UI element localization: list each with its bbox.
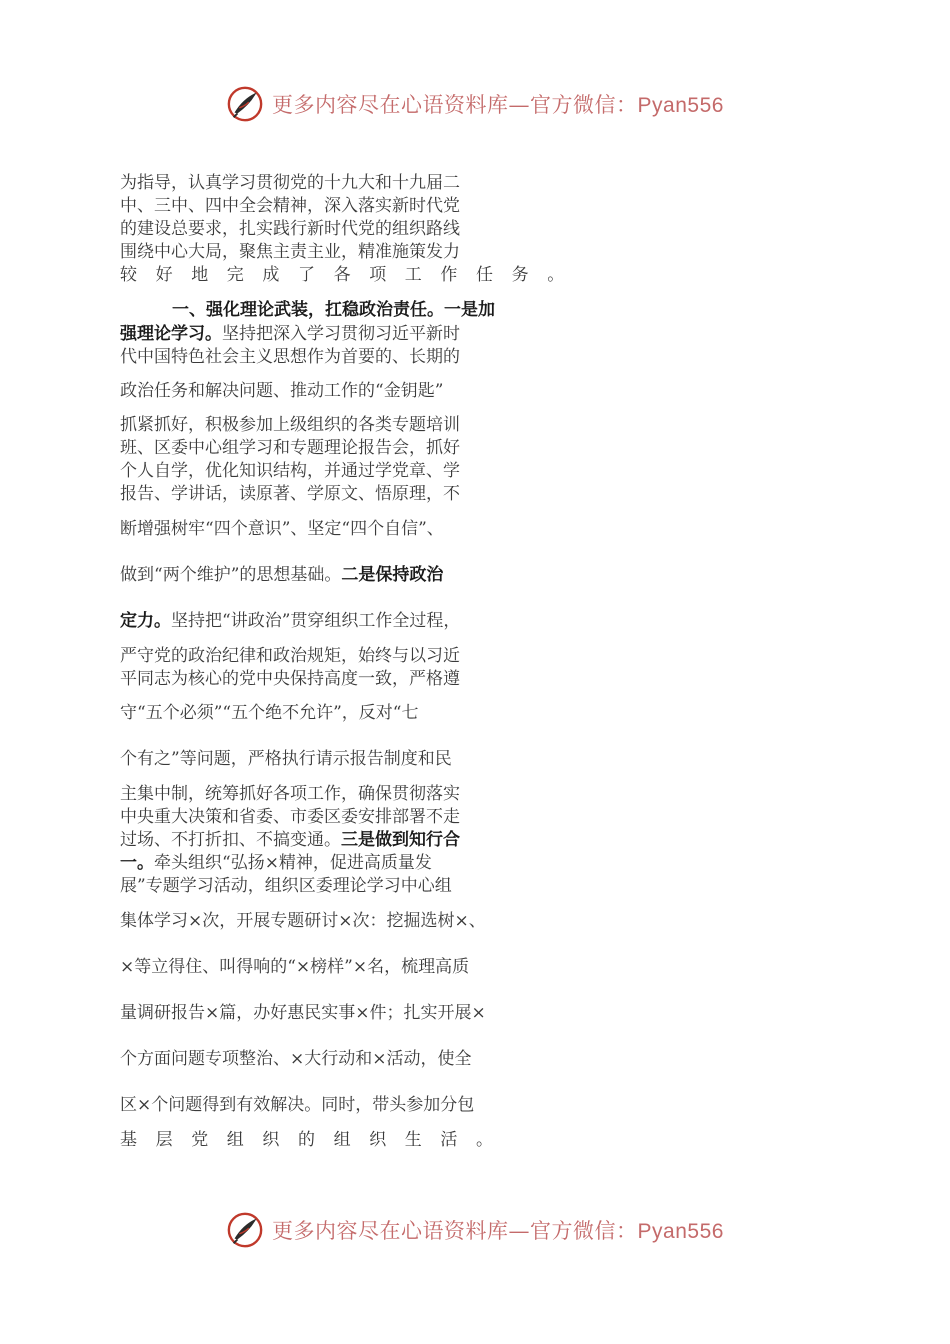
body-text: 政治任务和解决问题、推动工作的“金钥匙” bbox=[120, 381, 444, 401]
body-text: 为指导，认真学习贯彻党的十九大和十九届二 bbox=[120, 173, 460, 193]
body-text: 坚持把深入学习贯彻习近平新时 bbox=[222, 324, 460, 344]
text-line bbox=[120, 217, 832, 241]
header-banner bbox=[0, 80, 950, 128]
text-line bbox=[120, 298, 884, 322]
body-text: 区×个问题得到有效解决。同时，带头参加分包 bbox=[120, 1095, 475, 1115]
body-text: ×等立得住、叫得响的“×榜样”×名，梳理高质 bbox=[120, 957, 470, 977]
body-text: 较好地完成了各项工作任务。 bbox=[120, 265, 583, 285]
body-text: 严守党的政治纪律和政治规矩，始终与以习近 bbox=[120, 646, 460, 666]
bold-heading-text: 一、强化理论武装，扛稳政治责任。一是加 bbox=[172, 300, 495, 320]
text-line bbox=[120, 482, 832, 506]
body-text: 主集中制，统筹抓好各项工作，确保贯彻落实 bbox=[120, 784, 460, 804]
text-line bbox=[120, 909, 832, 933]
text-line bbox=[120, 194, 832, 218]
text-line bbox=[120, 609, 832, 633]
text-line bbox=[120, 171, 832, 195]
text-line bbox=[120, 1093, 832, 1117]
body-text: 基层党组织的组织生活。 bbox=[120, 1130, 512, 1150]
header-banner-text bbox=[272, 89, 724, 119]
body-text: 平同志为核心的党中央保持高度一致，严格遵 bbox=[120, 669, 460, 689]
body-text: 报告、学讲话，读原著、学原文、悟原理，不 bbox=[120, 484, 460, 504]
text-line bbox=[120, 345, 832, 369]
text-line bbox=[120, 1128, 832, 1152]
body-text: 班、区委中心组学习和专题理论报告会，抓好 bbox=[120, 438, 460, 458]
quill-logo-icon bbox=[226, 1211, 264, 1249]
text-line bbox=[120, 874, 832, 898]
body-text: 个方面问题专项整治、×大行动和×活动，使全 bbox=[120, 1049, 472, 1069]
body-text: 个有之”等问题，严格执行请示报告制度和民 bbox=[120, 749, 452, 769]
bold-heading-text: 三是做到知行合 bbox=[341, 830, 460, 850]
body-text: 坚持把“讲政治”贯穿组织工作全过程， bbox=[171, 611, 461, 631]
text-line bbox=[120, 747, 832, 771]
text-line bbox=[120, 851, 832, 875]
text-line bbox=[120, 805, 832, 829]
body-text: 断增强树牢“四个意识”、坚定“四个自信”、 bbox=[120, 519, 444, 539]
bold-heading-text: 一。 bbox=[120, 853, 154, 873]
body-text: 围绕中心大局，聚焦主责主业，精准施策发力 bbox=[120, 242, 460, 262]
text-line bbox=[120, 701, 832, 725]
text-line bbox=[120, 459, 832, 483]
footer-banner-text bbox=[272, 1215, 724, 1245]
bold-heading-text: 强理论学习。 bbox=[120, 324, 222, 344]
quill-logo-icon bbox=[226, 85, 264, 123]
body-text: 牵头组织“弘扬×精神，促进高质量发 bbox=[154, 853, 432, 873]
text-line bbox=[120, 667, 832, 691]
body-text: 守“五个必须”“五个绝不允许”，反对“七 bbox=[120, 703, 419, 723]
body-text: 中央重大决策和省委、市委区委安排部署不走 bbox=[120, 807, 460, 827]
text-line bbox=[120, 644, 832, 668]
body-text: 量调研报告×篇，办好惠民实事×件；扎实开展× bbox=[120, 1003, 486, 1023]
body-text: 代中国特色社会主义思想作为首要的、长期的 bbox=[120, 347, 460, 367]
footer-banner-label: 更多内容尽在心语资料库—官方微信： bbox=[272, 1219, 638, 1243]
body-text: 个人自学，优化知识结构，并通过学党章、学 bbox=[120, 461, 460, 481]
body-text: 集体学习×次，开展专题研讨×次：挖掘选树×、 bbox=[120, 911, 486, 931]
text-line bbox=[120, 955, 832, 979]
text-line bbox=[120, 240, 832, 264]
text-line bbox=[120, 828, 832, 852]
body-text: 做到“两个维护”的思想基础。 bbox=[120, 565, 342, 585]
text-line bbox=[120, 517, 832, 541]
body-text: 展”专题学习活动，组织区委理论学习中心组 bbox=[120, 876, 452, 896]
text-line bbox=[120, 1001, 832, 1025]
text-line bbox=[120, 263, 832, 287]
text-line bbox=[120, 436, 832, 460]
text-line bbox=[120, 322, 832, 346]
text-line bbox=[120, 413, 832, 437]
body-text: 中、三中、四中全会精神，深入落实新时代党 bbox=[120, 196, 460, 216]
text-line bbox=[120, 563, 832, 587]
body-text: 的建设总要求，扎实践行新时代党的组织路线 bbox=[120, 219, 460, 239]
footer-wechat-id: Pyan556 bbox=[637, 1220, 724, 1243]
body-text: 过场、不打折扣、不搞变通。 bbox=[120, 830, 341, 850]
footer-banner bbox=[0, 1206, 950, 1254]
bold-heading-text: 二是保持政治 bbox=[341, 565, 444, 585]
header-banner-label: 更多内容尽在心语资料库—官方微信： bbox=[272, 93, 638, 117]
text-line bbox=[120, 1047, 832, 1071]
text-line bbox=[120, 782, 832, 806]
text-line bbox=[120, 379, 832, 403]
bold-heading-text: 定力。 bbox=[120, 611, 171, 631]
body-text: 抓紧抓好，积极参加上级组织的各类专题培训 bbox=[120, 415, 460, 435]
header-wechat-id: Pyan556 bbox=[637, 94, 724, 117]
